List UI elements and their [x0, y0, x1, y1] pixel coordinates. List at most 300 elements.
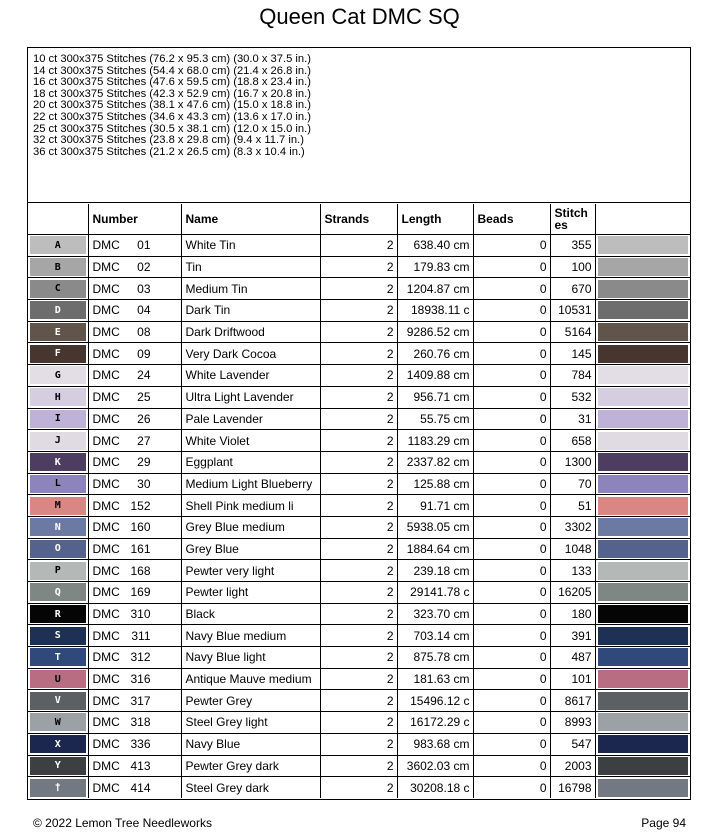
thread-brand: DMC — [92, 455, 120, 470]
strands-value: 2 — [320, 712, 397, 734]
symbol-cell — [28, 755, 88, 777]
beads-value: 0 — [473, 343, 550, 365]
symbol-cell — [28, 321, 88, 343]
stitches-header-line-2: es — [554, 218, 568, 232]
thread-brand: DMC — [92, 737, 120, 752]
fabric-size-line: 10 ct 300x375 Stitches (76.2 x 95.3 cm) (30.0 x 37.5 in.) — [33, 53, 311, 65]
strands-value: 2 — [320, 603, 397, 625]
color-swatch — [598, 432, 689, 450]
thread-brand: DMC — [92, 780, 120, 795]
length-value: 1204.87 cm — [397, 278, 473, 300]
thread-code: 161 — [130, 541, 151, 556]
symbol-swatch — [30, 583, 86, 601]
thread-code: 27 — [137, 433, 151, 448]
table-row — [28, 603, 690, 625]
swatch-cell — [595, 690, 690, 712]
stitches-value: 10531 — [550, 300, 595, 322]
symbol-cell — [28, 516, 88, 538]
thread-code: 317 — [130, 693, 151, 708]
strands-value: 2 — [320, 625, 397, 647]
strands-value: 2 — [320, 777, 397, 798]
symbol-swatch — [30, 648, 86, 666]
symbol-cell — [28, 668, 88, 690]
swatch-cell — [595, 278, 690, 300]
thread-rows — [28, 235, 690, 798]
symbol-glyph: T — [54, 651, 61, 663]
fabric-size-line: 36 ct 300x375 Stitches (21.2 x 26.5 cm) (8.3 x 10.4 in.) — [33, 145, 305, 158]
fabric-size-line: 16 ct 300x375 Stitches (47.6 x 59.5 cm) (18.8 x 23.4 in.) — [33, 76, 311, 89]
beads-value: 0 — [473, 365, 550, 387]
symbol-glyph: J — [54, 435, 61, 447]
number-cell — [88, 321, 181, 343]
symbol-cell — [28, 625, 88, 647]
color-swatch — [598, 735, 689, 753]
thread-code: 414 — [130, 780, 151, 795]
symbol-swatch — [30, 432, 86, 450]
stitches-value: 180 — [550, 603, 595, 625]
symbol-cell — [28, 235, 88, 257]
stitches-value: 70 — [550, 473, 595, 495]
beads-value: 0 — [473, 235, 550, 257]
stitches-value: 31 — [550, 408, 595, 430]
symbol-glyph: I — [54, 413, 61, 425]
strands-value: 2 — [320, 365, 397, 387]
thread-name: Pewter very light — [181, 560, 320, 582]
symbol-column-header — [28, 204, 88, 235]
table-row — [28, 668, 690, 690]
beads-value: 0 — [473, 321, 550, 343]
symbol-glyph: Q — [54, 586, 61, 598]
symbol-cell — [28, 473, 88, 495]
beads-value: 0 — [473, 582, 550, 604]
beads-value: 0 — [473, 755, 550, 777]
length-value: 260.76 cm — [397, 343, 473, 365]
thread-code: 169 — [130, 585, 151, 600]
thread-name: Pewter Grey — [181, 690, 320, 712]
symbol-cell — [28, 451, 88, 473]
table-row — [28, 755, 690, 777]
color-swatch — [598, 540, 689, 558]
thread-code: 25 — [137, 390, 151, 405]
color-swatch — [598, 323, 689, 341]
thread-code: 29 — [137, 455, 151, 470]
thread-code: 318 — [130, 715, 151, 730]
beads-value: 0 — [473, 538, 550, 560]
strands-value: 2 — [320, 256, 397, 278]
strands-value: 2 — [320, 321, 397, 343]
number-cell — [88, 451, 181, 473]
length-value: 181.63 cm — [397, 668, 473, 690]
symbol-swatch — [30, 779, 86, 797]
length-value: 2337.82 cm — [397, 451, 473, 473]
number-cell — [88, 625, 181, 647]
thread-name: Tin — [181, 256, 320, 278]
stitches-value: 16205 — [550, 582, 595, 604]
symbol-glyph: U — [54, 673, 61, 685]
length-value: 239.18 cm — [397, 560, 473, 582]
thread-brand: DMC — [92, 563, 120, 578]
number-cell — [88, 560, 181, 582]
symbol-glyph: D — [54, 304, 61, 316]
length-value: 125.88 cm — [397, 473, 473, 495]
table-row — [28, 582, 690, 604]
symbol-glyph: E — [54, 326, 61, 338]
number-cell — [88, 777, 181, 798]
symbol-glyph: A — [54, 239, 61, 251]
thread-code: 168 — [130, 563, 151, 578]
length-value: 875.78 cm — [397, 647, 473, 669]
beads-value: 0 — [473, 733, 550, 755]
number-cell — [88, 495, 181, 517]
symbol-cell — [28, 343, 88, 365]
symbol-glyph: R — [54, 608, 61, 620]
table-row — [28, 495, 690, 517]
symbol-swatch — [30, 236, 86, 254]
number-cell — [88, 300, 181, 322]
table-row — [28, 473, 690, 495]
swatch-cell — [595, 256, 690, 278]
thread-brand: DMC — [92, 368, 120, 383]
beads-value: 0 — [473, 647, 550, 669]
number-column-header: Number — [88, 204, 181, 235]
symbol-cell — [28, 408, 88, 430]
color-swatch — [598, 692, 689, 710]
swatch-cell — [595, 582, 690, 604]
thread-name: Grey Blue medium — [181, 516, 320, 538]
thread-code: 26 — [137, 411, 151, 426]
swatch-cell — [595, 755, 690, 777]
swatch-cell — [595, 300, 690, 322]
stitches-value: 2003 — [550, 755, 595, 777]
symbol-cell — [28, 430, 88, 452]
thread-brand: DMC — [92, 303, 120, 318]
symbol-swatch — [30, 497, 86, 515]
color-swatch — [598, 497, 689, 515]
number-cell — [88, 235, 181, 257]
table-row — [28, 430, 690, 452]
table-row — [28, 386, 690, 408]
table-row — [28, 733, 690, 755]
stitches-value: 355 — [550, 235, 595, 257]
number-cell — [88, 538, 181, 560]
table-row — [28, 321, 690, 343]
number-cell — [88, 755, 181, 777]
number-cell — [88, 365, 181, 387]
color-swatch — [598, 648, 689, 666]
beads-value: 0 — [473, 516, 550, 538]
stitches-value: 487 — [550, 647, 595, 669]
swatch-cell — [595, 321, 690, 343]
swatch-cell — [595, 386, 690, 408]
thread-brand: DMC — [92, 758, 120, 773]
number-cell — [88, 603, 181, 625]
strands-value: 2 — [320, 408, 397, 430]
beads-value: 0 — [473, 300, 550, 322]
length-value: 91.71 cm — [397, 495, 473, 517]
thread-code: 24 — [137, 368, 151, 383]
swatch-cell — [595, 625, 690, 647]
symbol-swatch — [30, 475, 86, 493]
swatch-cell — [595, 408, 690, 430]
beads-value: 0 — [473, 668, 550, 690]
table-row — [28, 625, 690, 647]
symbol-cell — [28, 365, 88, 387]
thread-brand: DMC — [92, 498, 120, 513]
beads-value: 0 — [473, 690, 550, 712]
swatch-cell — [595, 712, 690, 734]
strands-value: 2 — [320, 473, 397, 495]
length-value: 983.68 cm — [397, 733, 473, 755]
symbol-glyph: W — [54, 716, 61, 728]
length-value: 15496.12 c — [397, 690, 473, 712]
thread-code: 336 — [130, 737, 151, 752]
stitches-value: 658 — [550, 430, 595, 452]
thread-code: 02 — [137, 260, 151, 275]
thread-brand: DMC — [92, 390, 120, 405]
length-value: 29141.78 c — [397, 582, 473, 604]
color-swatch — [598, 670, 689, 688]
symbol-glyph: B — [54, 261, 61, 273]
table-row — [28, 365, 690, 387]
symbol-glyph: N — [54, 521, 61, 533]
length-value: 16172.29 c — [397, 712, 473, 734]
thread-name: Navy Blue light — [181, 647, 320, 669]
swatch-cell — [595, 430, 690, 452]
thread-code: 09 — [137, 346, 151, 361]
thread-code: 413 — [130, 758, 151, 773]
strands-value: 2 — [320, 755, 397, 777]
symbol-glyph: V — [54, 695, 61, 707]
beads-value: 0 — [473, 777, 550, 798]
symbol-swatch — [30, 345, 86, 363]
beads-value: 0 — [473, 278, 550, 300]
thread-brand: DMC — [92, 650, 120, 665]
symbol-cell — [28, 256, 88, 278]
length-value: 55.75 cm — [397, 408, 473, 430]
stitches-column-header — [550, 204, 595, 235]
number-cell — [88, 473, 181, 495]
length-value: 638.40 cm — [397, 235, 473, 257]
stitches-value: 3302 — [550, 516, 595, 538]
thread-code: 312 — [130, 650, 151, 665]
beads-value: 0 — [473, 625, 550, 647]
thread-name: Dark Driftwood — [181, 321, 320, 343]
thread-brand: DMC — [92, 325, 120, 340]
table-row — [28, 278, 690, 300]
page-number: Page 94 — [641, 816, 686, 830]
strands-value: 2 — [320, 516, 397, 538]
stitches-value: 670 — [550, 278, 595, 300]
symbol-cell — [28, 386, 88, 408]
thread-name: Pewter Grey dark — [181, 755, 320, 777]
strands-value: 2 — [320, 430, 397, 452]
swatch-cell — [595, 777, 690, 798]
thread-brand: DMC — [92, 281, 120, 296]
strands-value: 2 — [320, 733, 397, 755]
strands-value: 2 — [320, 386, 397, 408]
number-cell — [88, 712, 181, 734]
number-cell — [88, 430, 181, 452]
thread-name: Medium Tin — [181, 278, 320, 300]
color-swatch — [598, 388, 689, 406]
stitches-value: 1300 — [550, 451, 595, 473]
number-cell — [88, 408, 181, 430]
beads-value: 0 — [473, 386, 550, 408]
strands-value: 2 — [320, 278, 397, 300]
stitches-value: 145 — [550, 343, 595, 365]
strands-value: 2 — [320, 300, 397, 322]
beads-column-header: Beads — [473, 204, 550, 235]
color-swatch — [598, 562, 689, 580]
copyright-text: © 2022 Lemon Tree Needleworks — [33, 816, 212, 830]
table-row — [28, 712, 690, 734]
strands-value: 2 — [320, 582, 397, 604]
color-swatch — [598, 453, 689, 471]
length-value: 703.14 cm — [397, 625, 473, 647]
symbol-swatch — [30, 692, 86, 710]
strands-value: 2 — [320, 668, 397, 690]
symbol-cell — [28, 495, 88, 517]
number-cell — [88, 733, 181, 755]
color-swatch — [598, 475, 689, 493]
length-column-header: Length — [397, 204, 473, 235]
symbol-swatch — [30, 757, 86, 775]
fabric-size-line: 18 ct 300x375 Stitches (42.3 x 52.9 cm) (16.7 x 20.8 in.) — [33, 87, 311, 100]
symbol-cell — [28, 560, 88, 582]
table-row — [28, 560, 690, 582]
fabric-size-line: 22 ct 300x375 Stitches (34.6 x 43.3 cm) (13.6 x 17.0 in.) — [33, 110, 311, 123]
symbol-cell — [28, 300, 88, 322]
table-row — [28, 256, 690, 278]
symbol-swatch — [30, 388, 86, 406]
symbol-glyph: P — [54, 565, 61, 577]
number-cell — [88, 668, 181, 690]
thread-code: 160 — [130, 520, 151, 535]
stitches-value: 532 — [550, 386, 595, 408]
color-swatch — [598, 605, 689, 623]
thread-brand: DMC — [92, 433, 120, 448]
swatch-cell — [595, 668, 690, 690]
stitches-value: 1048 — [550, 538, 595, 560]
thread-code: 03 — [137, 281, 151, 296]
swatch-cell — [595, 235, 690, 257]
fabric-size-list — [33, 54, 311, 158]
symbol-cell — [28, 690, 88, 712]
color-swatch — [598, 258, 689, 276]
symbol-swatch — [30, 258, 86, 276]
symbol-glyph: H — [54, 391, 61, 403]
thread-name: Navy Blue — [181, 733, 320, 755]
length-value: 1409.88 cm — [397, 365, 473, 387]
stitches-value: 100 — [550, 256, 595, 278]
thread-code: 310 — [130, 607, 151, 622]
color-swatch — [598, 366, 689, 384]
number-cell — [88, 690, 181, 712]
table-row — [28, 235, 690, 257]
beads-value: 0 — [473, 712, 550, 734]
symbol-glyph: F — [54, 348, 61, 360]
strands-value: 2 — [320, 343, 397, 365]
number-cell — [88, 386, 181, 408]
symbol-swatch — [30, 713, 86, 731]
symbol-glyph: Y — [54, 760, 61, 772]
length-value: 3602.03 cm — [397, 755, 473, 777]
symbol-glyph: M — [54, 500, 61, 512]
symbol-swatch — [30, 670, 86, 688]
swatch-cell — [595, 560, 690, 582]
thread-brand: DMC — [92, 238, 120, 253]
length-value: 1183.29 cm — [397, 430, 473, 452]
length-value: 323.70 cm — [397, 603, 473, 625]
color-swatch — [598, 583, 689, 601]
strands-value: 2 — [320, 690, 397, 712]
thread-name: Grey Blue — [181, 538, 320, 560]
thread-brand: DMC — [92, 715, 120, 730]
page-title: Queen Cat DMC SQ — [259, 4, 460, 29]
thread-brand: DMC — [92, 628, 120, 643]
symbol-glyph: O — [54, 543, 61, 555]
swatch-cell — [595, 343, 690, 365]
stitches-value: 101 — [550, 668, 595, 690]
symbol-cell — [28, 278, 88, 300]
symbol-glyph: X — [54, 738, 61, 750]
table-row — [28, 300, 690, 322]
color-swatch — [598, 280, 689, 298]
strands-value: 2 — [320, 235, 397, 257]
symbol-swatch — [30, 280, 86, 298]
color-swatch — [598, 236, 689, 254]
thread-name: White Tin — [181, 235, 320, 257]
stitches-value: 8993 — [550, 712, 595, 734]
thread-brand: DMC — [92, 476, 120, 491]
color-swatch — [598, 410, 689, 428]
beads-value: 0 — [473, 256, 550, 278]
thread-name: Shell Pink medium li — [181, 495, 320, 517]
swatch-cell — [595, 365, 690, 387]
swatch-cell — [595, 538, 690, 560]
table-header-row — [28, 204, 690, 235]
thread-name: Very Dark Cocoa — [181, 343, 320, 365]
thread-code: 30 — [137, 476, 151, 491]
thread-name: Pewter light — [181, 582, 320, 604]
length-value: 956.71 cm — [397, 386, 473, 408]
symbol-glyph: G — [54, 369, 61, 381]
table-row — [28, 690, 690, 712]
color-swatch — [598, 627, 689, 645]
symbol-swatch — [30, 366, 86, 384]
stitches-value: 784 — [550, 365, 595, 387]
number-cell — [88, 647, 181, 669]
color-swatch — [598, 757, 689, 775]
thread-key-table — [28, 204, 690, 798]
swatch-cell — [595, 516, 690, 538]
symbol-swatch — [30, 301, 86, 319]
thread-name: Steel Grey light — [181, 712, 320, 734]
thread-brand: DMC — [92, 672, 120, 687]
symbol-glyph: C — [54, 283, 61, 295]
length-value: 1884.64 cm — [397, 538, 473, 560]
thread-name: Navy Blue medium — [181, 625, 320, 647]
symbol-glyph: L — [54, 478, 61, 490]
thread-name: Eggplant — [181, 451, 320, 473]
symbol-swatch — [30, 540, 86, 558]
swatch-cell — [595, 451, 690, 473]
color-swatch — [598, 713, 689, 731]
beads-value: 0 — [473, 495, 550, 517]
symbol-cell — [28, 777, 88, 798]
swatch-column-header — [595, 204, 690, 235]
swatch-cell — [595, 495, 690, 517]
